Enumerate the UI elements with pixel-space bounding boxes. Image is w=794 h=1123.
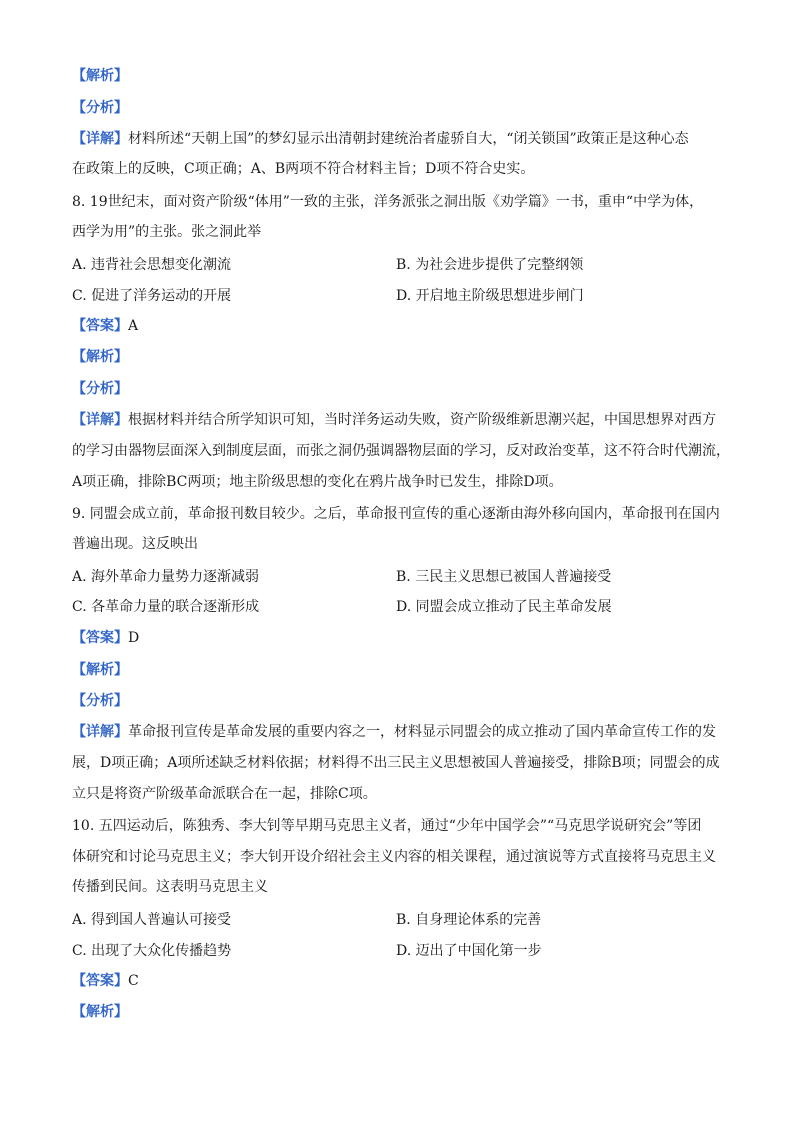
answer-label: 【答案】 [72,630,128,646]
question-9-stem: 9. 同盟会成立前，革命报刊数目较少。之后，革命报刊宣传的重心逐渐由海外移向国内，革命报刊在国内 [72,506,720,522]
answer-value: C [128,973,139,989]
breakdown-label: 【分析】 [72,693,128,709]
question-8-option-c: C. 促进了洋务运动的开展 [72,288,232,304]
analysis-label: 【解析】 [72,1004,128,1020]
question-10-stem: 10. 五四运动后，陈独秀、李大钊等早期马克思主义者，通过“少年中国学会”“马克思学说研究会”等团 [72,818,702,834]
question-8-option-d: D. 开启地主阶级思想进步闸门 [396,288,584,304]
question-9-option-c: C. 各革命力量的联合逐渐形成 [72,599,260,615]
answer-value: D [128,630,140,646]
detail-text: 在政策上的反映，C项正确；A、B两项不符合材料主旨；D项不符合史实。 [72,161,535,177]
question-8-answer [72,316,732,336]
question-9-option-b: B. 三民主义思想已被国人普遍接受 [396,569,612,585]
detail-text: 根据材料并结合所学知识可知，当时洋务运动失败，资产阶级维新思潮兴起，中国思想界对西方 [128,412,716,428]
detail-text: 材料所述“天朝上国”的梦幻显示出清朝封建统治者虚骄自大，“闭关锁国”政策正是这种心态 [128,131,689,147]
answer-label: 【答案】 [72,973,128,989]
analysis-label: 【解析】 [72,349,128,365]
question-10-option-b: B. 自身理论体系的完善 [396,912,542,928]
breakdown-label: 【分析】 [72,381,128,397]
question-8-option-b: B. 为社会进步提供了完整纲领 [396,257,584,273]
question-9-answer [72,628,732,648]
question-8-stem: 8. 19世纪末，面对资产阶级“体用”一致的主张，洋务派张之洞出版《劝学篇》一书，重申“中学为体， [72,194,704,210]
detail-label: 【详解】 [72,724,128,740]
detail-label: 【详解】 [72,131,128,147]
question-10-option-c: C. 出现了大众化传播趋势 [72,943,232,959]
detail-text: A项正确，排除BC两项；地主阶级思想的变化在鸦片战争时已发生，排除D项。 [72,474,563,490]
answer-label: 【答案】 [72,318,128,334]
detail-paragraph [72,129,732,149]
question-8-option-a: A. 违背社会思想变化潮流 [72,257,232,273]
analysis-label: 【解析】 [72,662,128,678]
question-9-option-a: A. 海外革命力量势力逐渐减弱 [72,569,260,585]
detail-text: 革命报刊宣传是革命发展的重要内容之一，材料显示同盟会的成立推动了国内革命宣传工作的发 [128,724,716,740]
detail-text: 的学习由器物层面深入到制度层面，而张之洞仍强调器物层面的学习，反对政治变革，这不符合时代潮流， [72,443,730,459]
detail-text: 展，D项正确；A项所述缺乏材料依据；材料得不出三民主义思想被国人普遍接受，排除B项；同盟会的成 [72,755,720,771]
question-9-stem: 普遍出现。这反映出 [72,536,198,552]
question-10-option-d: D. 迈出了中国化第一步 [396,943,542,959]
analysis-label: 【解析】 [72,68,128,84]
question-10-stem: 传播到民间。这表明马克思主义 [72,879,268,895]
detail-paragraph [72,722,732,742]
question-8-stem: 西学为用”的主张。张之洞此举 [72,224,262,240]
detail-label: 【详解】 [72,412,128,428]
question-10-option-a: A. 得到国人普遍认可接受 [72,912,232,928]
question-10-answer [72,971,732,991]
breakdown-label: 【分析】 [72,100,128,116]
answer-value: A [128,318,139,334]
detail-paragraph [72,410,732,430]
question-10-stem: 体研究和讨论马克思主义；李大钊开设介绍社会主义内容的相关课程，通过演说等方式直接将马克思主义 [72,849,716,865]
detail-text: 立只是将资产阶级革命派联合在一起，排除C项。 [72,786,377,802]
question-9-option-d: D. 同盟会成立推动了民主革命发展 [396,599,612,615]
